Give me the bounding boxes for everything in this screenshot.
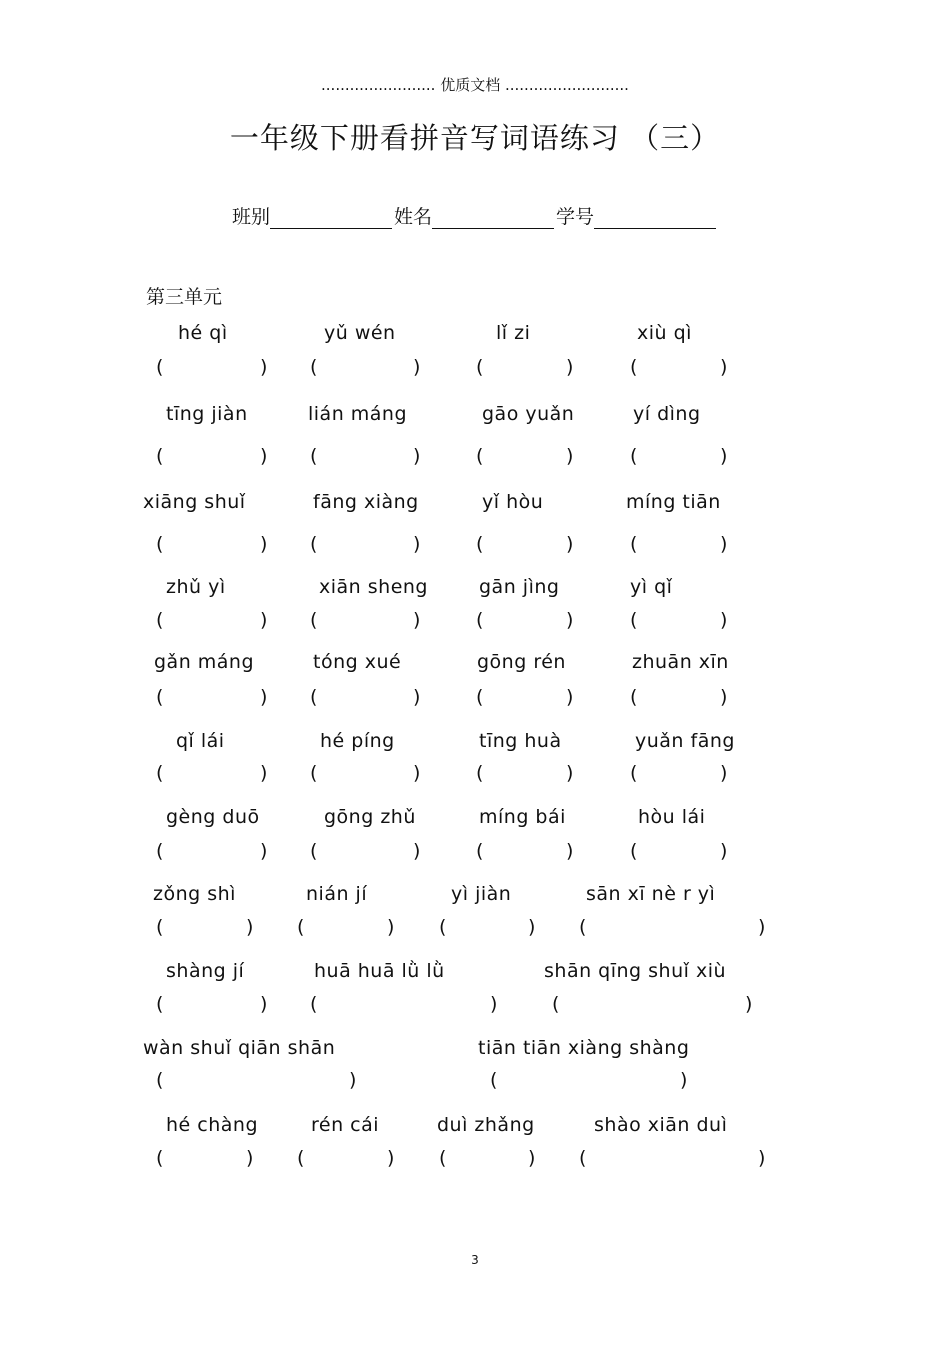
pinyin-prompt: qǐ lái [176, 730, 225, 752]
answer-paren-close: ) [260, 840, 268, 862]
answer-paren-close: ) [528, 916, 536, 938]
answer-paren-open: ( [630, 533, 638, 555]
unit-heading: 第三单元 [146, 286, 223, 308]
pinyin-prompt: yì jiàn [451, 883, 512, 905]
pinyin-prompt: duì zhǎng [437, 1114, 535, 1136]
answer-paren-open: ( [476, 445, 484, 467]
pinyin-prompt: gāo yuǎn [482, 403, 575, 425]
answer-paren-open: ( [310, 445, 318, 467]
page-title: 一年级下册看拼音写词语练习 （三） [229, 121, 721, 155]
answer-paren-close: ) [720, 533, 728, 555]
answer-paren-close: ) [387, 916, 395, 938]
answer-paren-close: ) [413, 356, 421, 378]
class-blank[interactable] [270, 204, 392, 229]
pinyin-prompt: gèng duō [166, 806, 260, 828]
answer-paren-close: ) [566, 533, 574, 555]
answer-paren-close: ) [758, 1147, 766, 1169]
pinyin-prompt: tóng xué [313, 651, 402, 673]
name-blank[interactable] [432, 204, 554, 229]
answer-paren-open: ( [156, 609, 164, 631]
page-header: ........................ 优质文档 .......................... [321, 76, 629, 94]
pinyin-prompt: sān xī nè r yì [586, 883, 716, 905]
student-info [0, 202, 950, 229]
pinyin-prompt: shào xiān duì [594, 1114, 728, 1136]
answer-paren-close: ) [566, 609, 574, 631]
answer-paren-open: ( [490, 1069, 498, 1091]
pinyin-prompt: yǔ wén [324, 322, 396, 344]
answer-paren-open: ( [630, 840, 638, 862]
pinyin-prompt: zǒng shì [153, 883, 236, 905]
answer-paren-close: ) [566, 762, 574, 784]
answer-paren-open: ( [156, 686, 164, 708]
pinyin-prompt: míng bái [479, 806, 566, 828]
answer-paren-close: ) [490, 993, 498, 1015]
answer-paren-close: ) [528, 1147, 536, 1169]
answer-paren-close: ) [413, 686, 421, 708]
answer-paren-open: ( [476, 840, 484, 862]
answer-paren-open: ( [310, 762, 318, 784]
answer-paren-close: ) [260, 686, 268, 708]
pinyin-prompt: tīng huà [479, 730, 562, 752]
answer-paren-open: ( [476, 686, 484, 708]
pinyin-prompt: hòu lái [638, 806, 706, 828]
pinyin-prompt: huā huā lǜ lǜ [314, 960, 445, 982]
answer-paren-open: ( [439, 916, 447, 938]
answer-paren-open: ( [310, 533, 318, 555]
answer-paren-close: ) [720, 762, 728, 784]
pinyin-prompt: rén cái [311, 1114, 380, 1136]
pinyin-prompt: lǐ zi [496, 322, 531, 344]
pinyin-prompt: gǎn máng [154, 651, 255, 673]
pinyin-prompt: yí dìng [633, 403, 701, 425]
pinyin-prompt: yǐ hòu [482, 491, 544, 513]
answer-paren-close: ) [720, 686, 728, 708]
answer-paren-close: ) [758, 916, 766, 938]
answer-paren-close: ) [387, 1147, 395, 1169]
answer-paren-close: ) [260, 445, 268, 467]
answer-paren-open: ( [156, 445, 164, 467]
number-blank[interactable] [594, 204, 716, 229]
pinyin-prompt: hé chàng [166, 1114, 259, 1136]
pinyin-prompt: xiù qì [637, 322, 692, 344]
answer-paren-close: ) [680, 1069, 688, 1091]
answer-paren-close: ) [246, 916, 254, 938]
answer-paren-open: ( [630, 445, 638, 467]
answer-paren-open: ( [156, 356, 164, 378]
answer-paren-close: ) [745, 993, 753, 1015]
answer-paren-close: ) [260, 609, 268, 631]
answer-paren-close: ) [566, 356, 574, 378]
answer-paren-open: ( [156, 916, 164, 938]
answer-paren-close: ) [349, 1069, 357, 1091]
pinyin-prompt: gōng rén [477, 651, 566, 673]
pinyin-prompt: zhuān xīn [632, 651, 729, 673]
answer-paren-close: ) [413, 609, 421, 631]
answer-paren-open: ( [579, 1147, 587, 1169]
answer-paren-open: ( [297, 1147, 305, 1169]
pinyin-prompt: hé píng [320, 730, 395, 752]
answer-paren-close: ) [413, 840, 421, 862]
answer-paren-open: ( [579, 916, 587, 938]
page-number: 3 [471, 1253, 479, 1267]
answer-paren-close: ) [413, 762, 421, 784]
answer-paren-close: ) [566, 445, 574, 467]
answer-paren-close: ) [260, 762, 268, 784]
answer-paren-close: ) [566, 686, 574, 708]
answer-paren-open: ( [630, 686, 638, 708]
pinyin-prompt: míng tiān [626, 491, 721, 513]
pinyin-prompt: fāng xiàng [313, 491, 419, 513]
answer-paren-open: ( [156, 1069, 164, 1091]
class-label: 班别 [231, 206, 270, 228]
pinyin-prompt: hé qì [178, 322, 228, 344]
answer-paren-close: ) [566, 840, 574, 862]
name-label: 姓名 [393, 206, 432, 228]
pinyin-prompt: tīng jiàn [166, 403, 248, 425]
pinyin-prompt: tiān tiān xiàng shàng [478, 1037, 690, 1059]
pinyin-prompt: shān qīng shuǐ xiù [544, 960, 727, 982]
answer-paren-open: ( [156, 840, 164, 862]
pinyin-prompt: wàn shuǐ qiān shān [143, 1037, 336, 1059]
answer-paren-close: ) [260, 356, 268, 378]
pinyin-prompt: gān jìng [479, 576, 560, 598]
answer-paren-close: ) [413, 445, 421, 467]
pinyin-prompt: yì qǐ [630, 576, 673, 598]
answer-paren-open: ( [310, 609, 318, 631]
answer-paren-open: ( [310, 993, 318, 1015]
answer-paren-close: ) [720, 609, 728, 631]
answer-paren-close: ) [720, 356, 728, 378]
answer-paren-close: ) [720, 840, 728, 862]
answer-paren-open: ( [310, 686, 318, 708]
answer-paren-open: ( [630, 609, 638, 631]
pinyin-prompt: gōng zhǔ [324, 806, 416, 828]
answer-paren-open: ( [476, 609, 484, 631]
answer-paren-open: ( [630, 762, 638, 784]
pinyin-prompt: shàng jí [166, 960, 245, 982]
pinyin-prompt: lián máng [308, 403, 408, 425]
answer-paren-open: ( [439, 1147, 447, 1169]
pinyin-prompt: xiān sheng [319, 576, 428, 598]
answer-paren-open: ( [310, 840, 318, 862]
pinyin-prompt: yuǎn fāng [635, 730, 735, 752]
answer-paren-open: ( [297, 916, 305, 938]
number-label: 学号 [556, 206, 595, 228]
answer-paren-open: ( [156, 1147, 164, 1169]
answer-paren-open: ( [156, 762, 164, 784]
answer-paren-open: ( [630, 356, 638, 378]
answer-paren-close: ) [260, 993, 268, 1015]
answer-paren-close: ) [246, 1147, 254, 1169]
pinyin-prompt: xiāng shuǐ [143, 491, 246, 513]
answer-paren-close: ) [720, 445, 728, 467]
answer-paren-open: ( [156, 993, 164, 1015]
answer-paren-close: ) [413, 533, 421, 555]
answer-paren-open: ( [552, 993, 560, 1015]
answer-paren-open: ( [310, 356, 318, 378]
answer-paren-close: ) [260, 533, 268, 555]
answer-paren-open: ( [476, 762, 484, 784]
answer-paren-open: ( [476, 533, 484, 555]
pinyin-prompt: nián jí [306, 883, 368, 905]
answer-paren-open: ( [476, 356, 484, 378]
pinyin-prompt: zhǔ yì [166, 576, 226, 598]
answer-paren-open: ( [156, 533, 164, 555]
